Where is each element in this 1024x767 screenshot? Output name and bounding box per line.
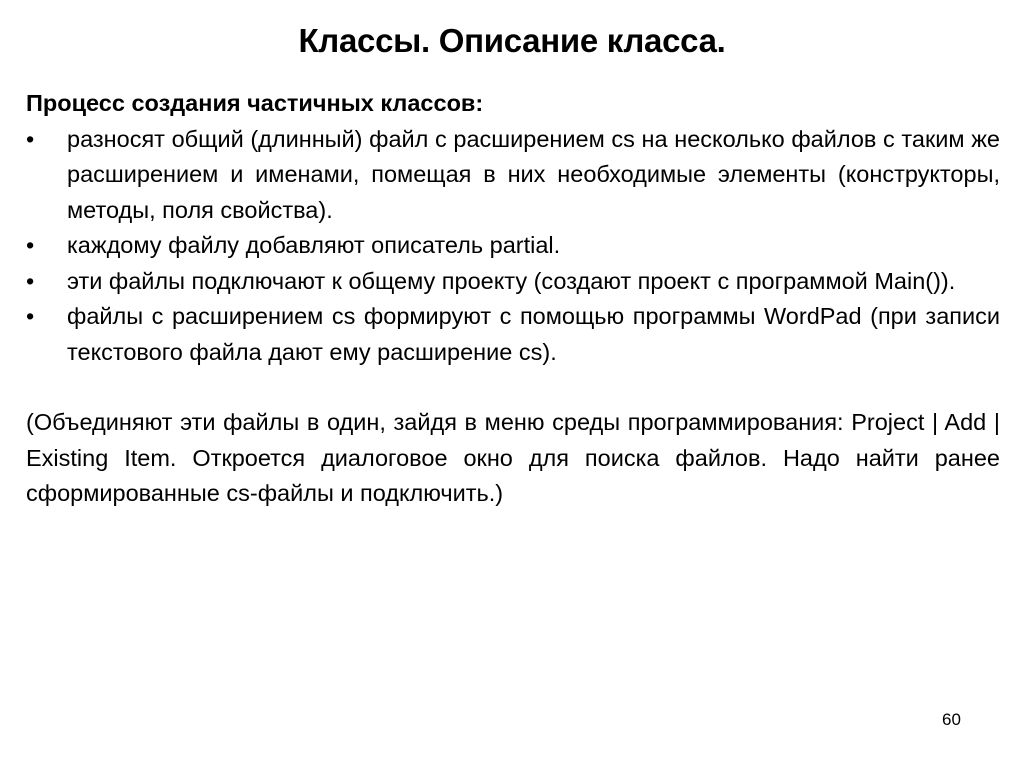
bullet-text: разносят общий (длинный) файл с расширением cs на несколько файлов с таким же расширением и именами, помещая в них необходимые элементы (конструкторы, методы, поля свойства). [67, 125, 1000, 223]
slide-content [26, 86, 1000, 535]
bullet-icon: • [26, 267, 35, 294]
bullet-text: файлы с расширением cs формируют с помощью программы WordPad (при записи текстового файла дают ему расширение cs). [67, 303, 1000, 365]
bullet-item [26, 299, 1000, 370]
bullet-item [26, 264, 1000, 300]
bullet-item [26, 228, 1000, 264]
bullet-icon: • [26, 303, 35, 329]
note-paragraph: (Объединяют эти файлы в один, зайдя в меню среды программирования: Project | Add | Existing Item. Откроется диалоговое окно для поиска файлов. Надо найти ранее сформированные cs-файлы и подключить.) [26, 409, 1000, 506]
subheading: Процесс создания частичных классов: [26, 90, 484, 116]
bullet-icon: • [26, 125, 35, 152]
bullet-text: каждому файлу добавляют описатель partial. [67, 232, 561, 258]
bullet-text: эти файлы подключают к общему проекту (создают проект с программой Main()). [67, 267, 956, 294]
bullet-icon: • [26, 232, 35, 258]
bullet-list [26, 122, 1000, 371]
page-number: 60 [942, 710, 961, 729]
bullet-item [26, 122, 1000, 229]
slide-title: Классы. Описание класса. [298, 22, 726, 59]
